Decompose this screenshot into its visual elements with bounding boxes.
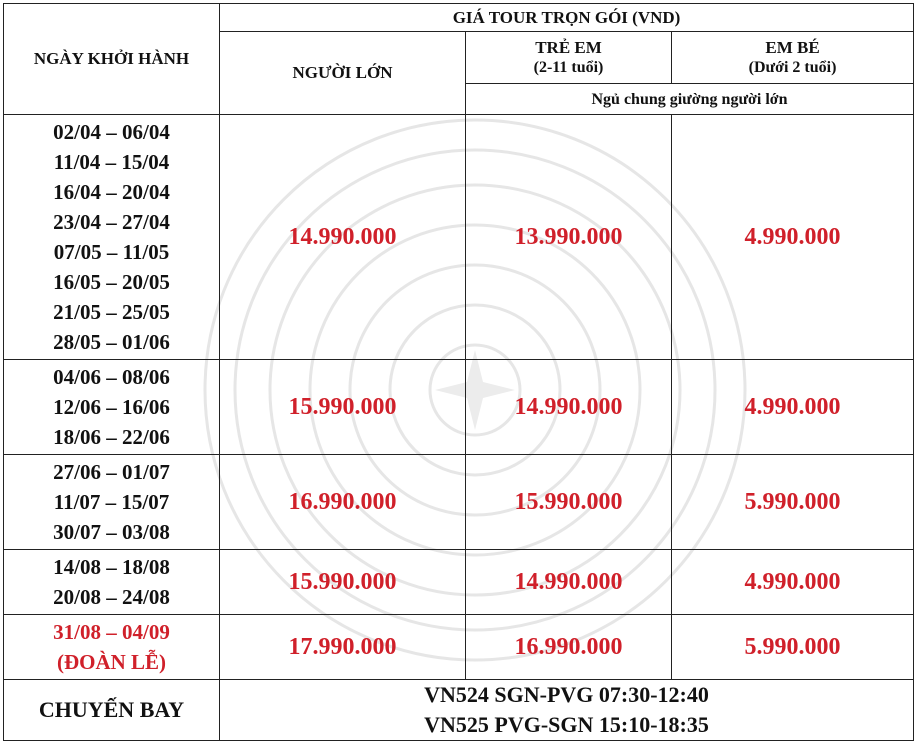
child-header xyxy=(466,32,672,84)
date-range: 16/05 – 20/05 xyxy=(53,270,170,294)
child-price: 15.990.000 xyxy=(466,455,672,550)
adult-price: 17.990.000 xyxy=(220,615,466,680)
adult-price: 15.990.000 xyxy=(220,550,466,615)
date-range: 04/06 – 08/06 xyxy=(53,365,170,389)
holiday-group-label: (ĐOÀN LỄ) xyxy=(56,650,167,674)
baby-label: EM BÉ xyxy=(765,38,820,57)
departure-date-header: NGÀY KHỞI HÀNH xyxy=(4,4,220,115)
date-range: 07/05 – 11/05 xyxy=(53,240,170,264)
table-row xyxy=(4,360,914,455)
outbound-flight: VN524 SGN-PVG 07:30-12:40 xyxy=(424,682,709,707)
adult-price: 16.990.000 xyxy=(220,455,466,550)
baby-price: 4.990.000 xyxy=(672,550,914,615)
table-row xyxy=(4,115,914,360)
date-range: 14/08 – 18/08 xyxy=(53,555,170,579)
date-range: 02/04 – 06/04 xyxy=(53,120,170,144)
flight-row xyxy=(4,680,914,741)
baby-price: 5.990.000 xyxy=(672,615,914,680)
baby-price: 4.990.000 xyxy=(672,115,914,360)
return-flight: VN525 PVG-SGN 15:10-18:35 xyxy=(424,712,709,737)
child-price: 14.990.000 xyxy=(466,360,672,455)
date-range-cell xyxy=(4,360,220,455)
table-row xyxy=(4,455,914,550)
date-range: 11/07 – 15/07 xyxy=(53,490,170,514)
adult-price: 15.990.000 xyxy=(220,360,466,455)
adult-price: 14.990.000 xyxy=(220,115,466,360)
date-range: 23/04 – 27/04 xyxy=(53,210,170,234)
date-range: 30/07 – 03/08 xyxy=(53,520,170,544)
date-range-cell xyxy=(4,550,220,615)
table-row xyxy=(4,550,914,615)
child-age: (2-11 tuổi) xyxy=(533,59,604,76)
date-range: 28/05 – 01/06 xyxy=(53,330,170,354)
date-range: 20/08 – 24/08 xyxy=(53,585,170,609)
package-price-header: GIÁ TOUR TRỌN GÓI (VND) xyxy=(220,4,914,32)
date-range: 31/08 – 04/09 xyxy=(53,620,170,644)
baby-price: 5.990.000 xyxy=(672,455,914,550)
table-row xyxy=(4,615,914,680)
adult-header: NGƯỜI LỚN xyxy=(220,32,466,115)
date-range: 12/06 – 16/06 xyxy=(53,395,170,419)
tour-price-table xyxy=(3,3,914,741)
child-label: TRẺ EM xyxy=(535,38,602,57)
baby-header xyxy=(672,32,914,84)
child-price: 14.990.000 xyxy=(466,550,672,615)
flight-label: CHUYẾN BAY xyxy=(4,680,220,741)
baby-age: (Dưới 2 tuổi) xyxy=(748,59,837,76)
child-price: 13.990.000 xyxy=(466,115,672,360)
date-range: 18/06 – 22/06 xyxy=(53,425,170,449)
baby-price: 4.990.000 xyxy=(672,360,914,455)
date-range-cell xyxy=(4,115,220,360)
date-range: 16/04 – 20/04 xyxy=(53,180,170,204)
date-range-cell xyxy=(4,615,220,680)
date-range: 27/06 – 01/07 xyxy=(53,460,170,484)
child-price: 16.990.000 xyxy=(466,615,672,680)
date-range: 11/04 – 15/04 xyxy=(53,150,170,174)
date-range-cell xyxy=(4,455,220,550)
shared-bed-note: Ngủ chung giường người lớn xyxy=(466,84,914,115)
date-range: 21/05 – 25/05 xyxy=(53,300,170,324)
flight-info xyxy=(220,680,914,741)
